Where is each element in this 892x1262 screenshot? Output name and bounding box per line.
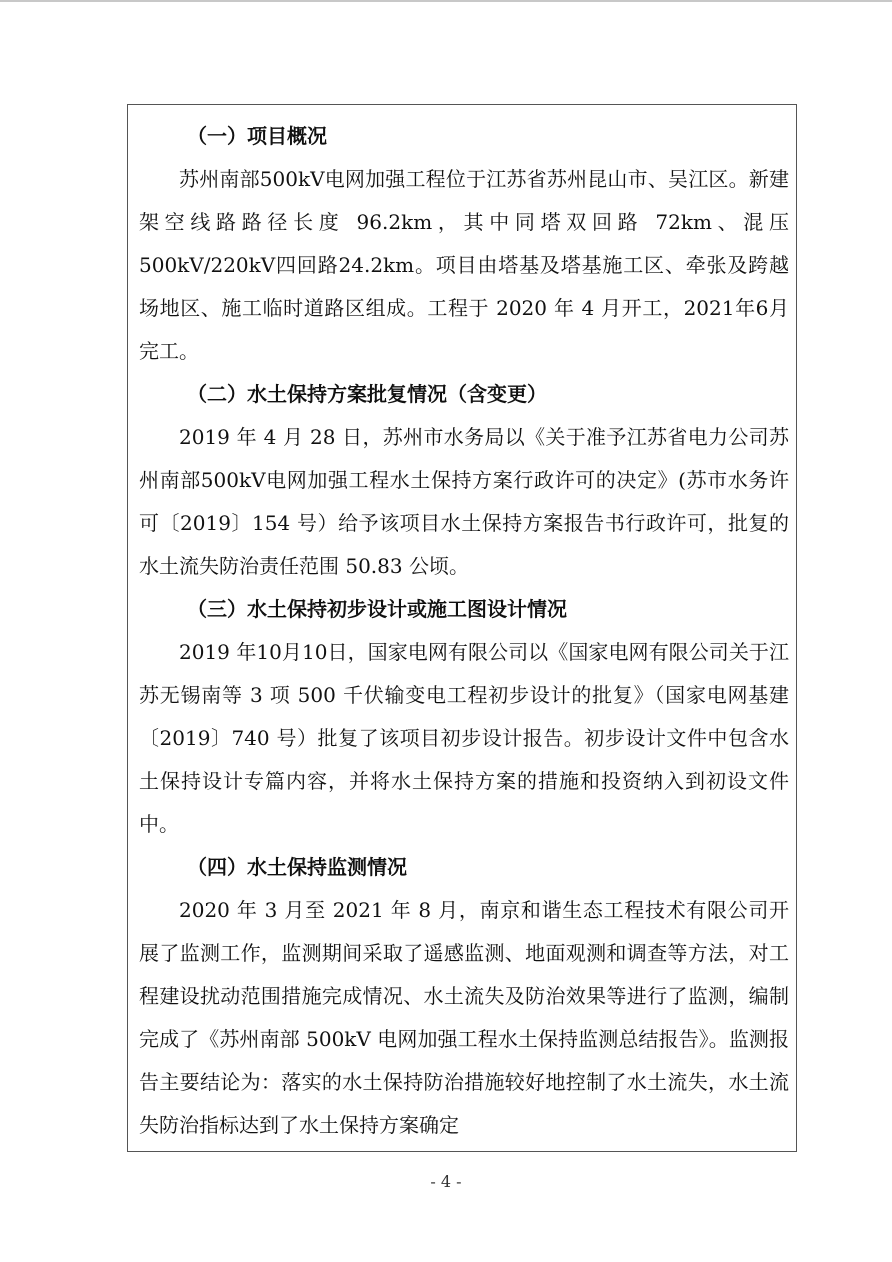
section-heading-plan-approval: （二）水土保持方案批复情况（含变更） [187, 382, 547, 406]
section-heading-monitoring: （四）水土保持监测情况 [187, 855, 407, 879]
section-paragraph-plan-approval: 2019 年 4 月 28 日，苏州市水务局以《关于准予江苏省电力公司苏州南部500kV电网加强工程水土保持方案行政许可的决定》(苏市水务许可〔2019〕154 号）给予该项目水土保持方案报告书行政许可，批复的水土流失防治责任范围 50.83 公顷。 [139, 425, 789, 578]
section-paragraph-preliminary-design: 2019 年10月10日，国家电网有限公司以《国家电网有限公司关于江苏无锡南等 3 项 500 千伏输变电工程初步设计的批复》（国家电网基建〔2019〕740 号）批复了该项目初步设计报告。初步设计文件中包含水土保持设计专篇内容，并将水土保持方案的措施和投资纳入到初设文件中。 [139, 640, 789, 836]
page-number: - 4 - [430, 1172, 462, 1191]
section-heading-preliminary-design: （三）水土保持初步设计或施工图设计情况 [187, 597, 567, 621]
section-heading-project-overview: （一）项目概况 [187, 124, 327, 148]
document-body [139, 115, 789, 1147]
section-paragraph-monitoring: 2020 年 3 月至 2021 年 8 月，南京和谐生态工程技术有限公司开展了监测工作，监测期间采取了遥感监测、地面观测和调查等方法，对工程建设扰动范围措施完成情况、水土流失及防治效果等进行了监测，编制完成了《苏州南部 500kV 电网加强工程水土保持监测总结报告》。监测报告主要结论为：落实的水土保持防治措施较好地控制了水土流失，水土流失防治指标达到了水土保持方案确定 [139, 898, 789, 1137]
document-frame [127, 104, 797, 1152]
section-paragraph-project-overview: 苏州南部500kV电网加强工程位于江苏省苏州昆山市、吴江区。新建架空线路路径长度 96.2km，其中同塔双回路 72km、混压500kV/220kV四回路24.2km。项目由塔基及塔基施工区、牵张及跨越场地区、施工临时道路区组成。工程于 2020 年 4 月开工，2021年6月完工。 [139, 167, 789, 363]
top-border-line [0, 0, 892, 2]
